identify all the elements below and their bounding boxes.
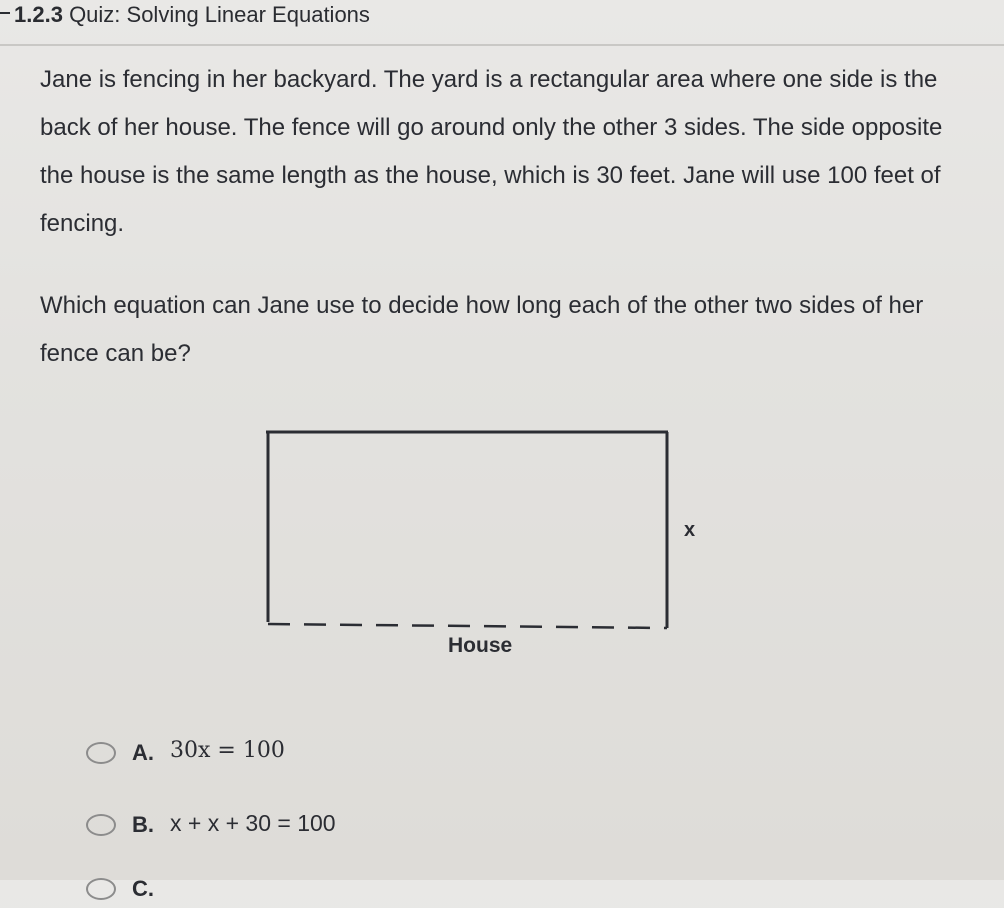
quiz-name: Quiz: Solving Linear Equations	[69, 2, 370, 27]
choice-a-radio[interactable]	[86, 742, 116, 764]
header-dash	[0, 12, 10, 14]
side-length-label: x	[684, 519, 696, 541]
choice-b-letter: B.	[132, 812, 154, 837]
yard-diagram	[262, 428, 722, 668]
choice-b-equation: x + x + 30 = 100	[170, 810, 336, 836]
house-side	[268, 624, 667, 628]
choice-c-radio[interactable]	[86, 878, 116, 900]
choice-c[interactable]	[86, 868, 686, 908]
choice-a-equation: 30x = 100	[170, 738, 285, 763]
choice-b[interactable]	[86, 804, 686, 844]
choice-a[interactable]	[86, 732, 686, 772]
question-prompt: Which equation can Jane use to decide how long each of the other two sides of her fence can be?	[40, 292, 924, 367]
quiz-number: 1.2.3	[14, 2, 63, 27]
quiz-header	[0, 0, 1004, 46]
choice-c-letter: C.	[132, 876, 154, 901]
house-label: House	[448, 634, 513, 657]
choice-a-letter: A.	[132, 740, 154, 765]
quiz-title	[14, 2, 370, 28]
choice-b-radio[interactable]	[86, 814, 116, 836]
question-text: Jane is fencing in her backyard. The yard is a rectangular area where one side is the back of her house. The fence will go around only the other 3 sides. The side opposite the house is the same length as the house, which is 30 feet. Jane will use 100 feet of fencing.	[40, 66, 943, 237]
